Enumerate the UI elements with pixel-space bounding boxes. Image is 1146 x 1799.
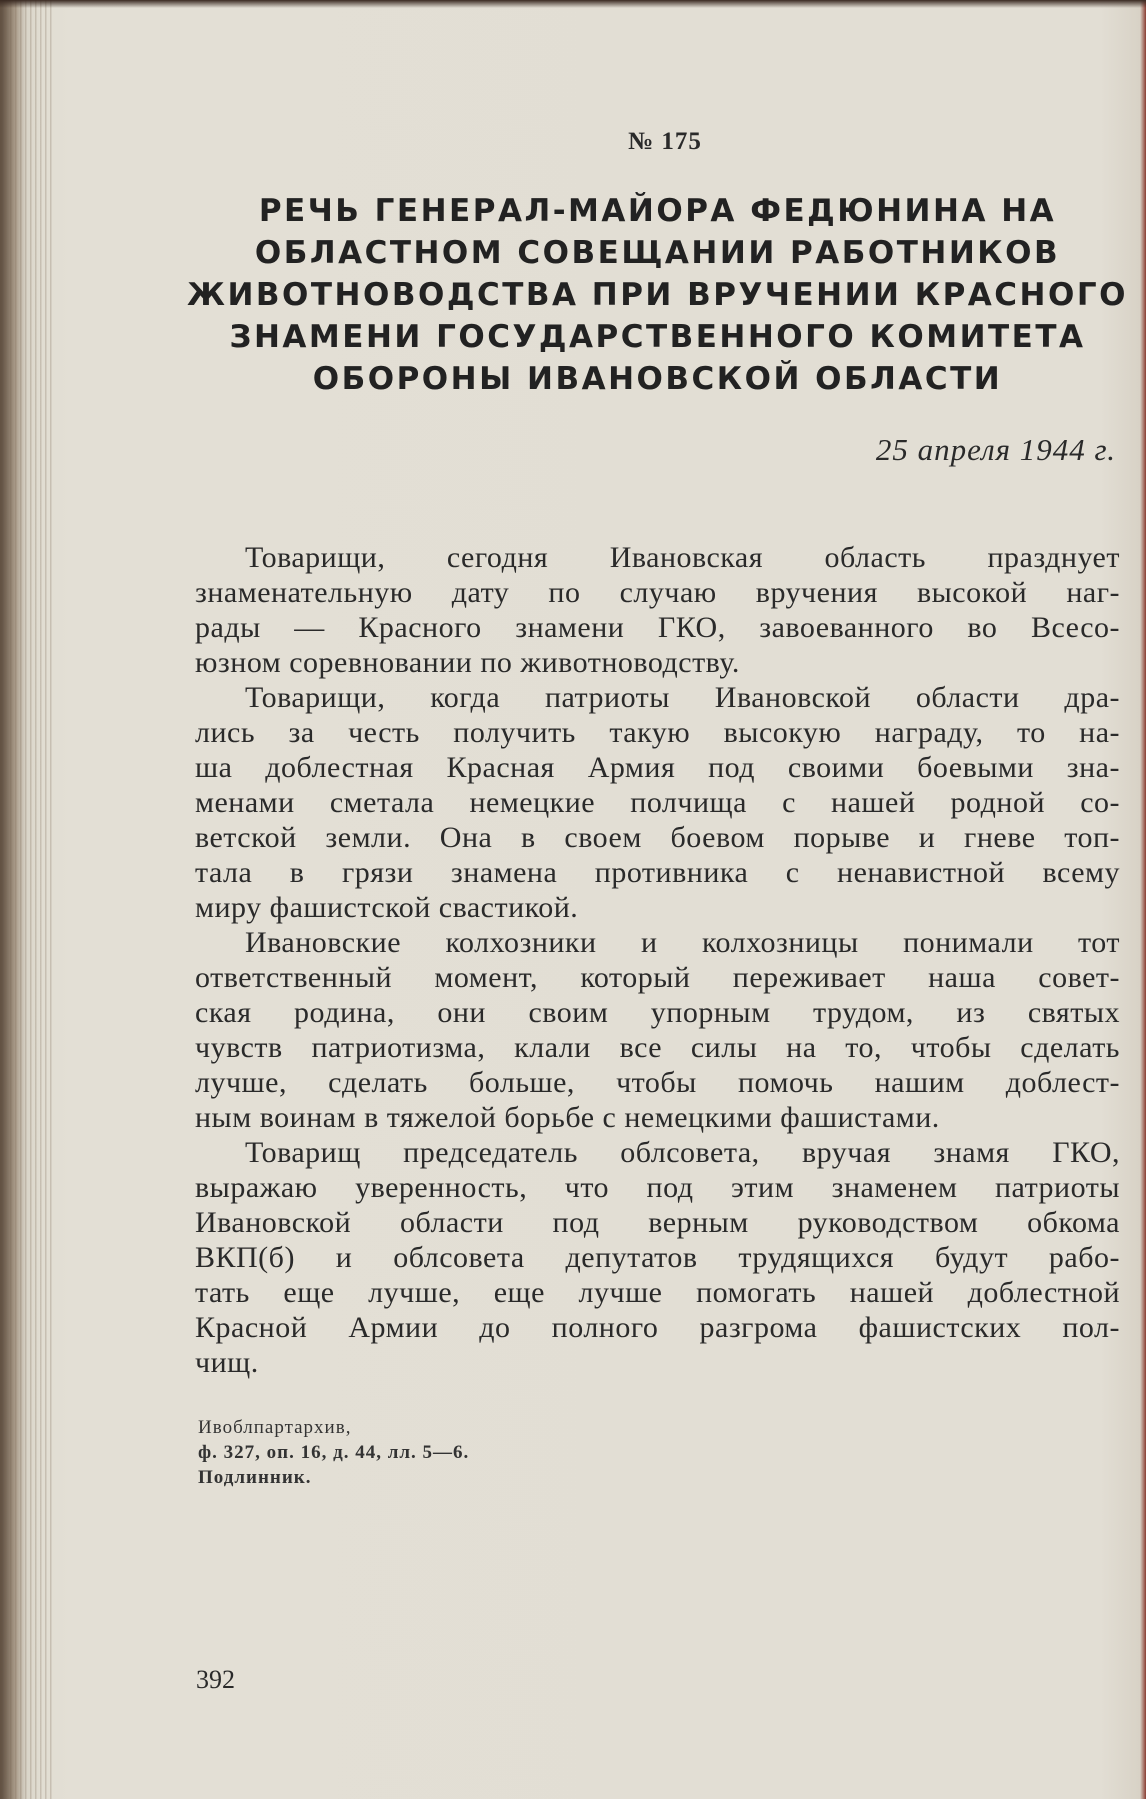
body-line: рады — Красного знамени ГКО, завоеванного во Всесо- <box>195 611 1120 644</box>
body-line: юзном соревновании по животноводству. <box>195 646 740 679</box>
title-line: ЗНАМЕНИ ГОСУДАРСТВЕННОГО КОМИТЕТА <box>229 319 1086 355</box>
source-line: Ивоблпартархив, <box>198 1417 352 1438</box>
body-line: Товарищи, когда патриоты Ивановской области дра- <box>245 681 1120 714</box>
body-line: миру фашистской свастикой. <box>195 891 579 924</box>
body-line: лись за честь получить такую высокую награду, то на- <box>195 716 1120 749</box>
body-line: ская родина, они своим упорным трудом, из святых <box>195 996 1120 1029</box>
archive-source <box>198 1415 469 1490</box>
body-line: Ивановской области под верным руководством обкома <box>195 1206 1120 1239</box>
source-line: Подлинник. <box>198 1467 312 1488</box>
page-stack-edge <box>0 0 52 1799</box>
document-title <box>185 190 1130 400</box>
body-line: Товарищи, сегодня Ивановская область празднует <box>245 541 1120 574</box>
title-line: РЕЧЬ ГЕНЕРАЛ-МАЙОРА ФЕДЮНИНА НА <box>258 193 1057 229</box>
page-number: 392 <box>196 1665 235 1694</box>
title-line: ОБЛАСТНОМ СОВЕЩАНИИ РАБОТНИКОВ <box>254 235 1061 271</box>
body-line: выражаю уверенность, что под этим знаменем патриоты <box>195 1171 1120 1204</box>
body-line: тала в грязи знамена противника с ненавистной всему <box>195 856 1120 889</box>
source-line: ф. 327, оп. 16, д. 44, лл. 5—6. <box>198 1442 470 1463</box>
body-line: лучше, сделать больше, чтобы помочь нашим доблест- <box>195 1066 1120 1099</box>
body-line: менами сметала немецкие полчища с нашей родной со- <box>195 786 1120 819</box>
body-line: Товарищ председатель облсовета, вручая знамя ГКО, <box>245 1136 1120 1169</box>
page-top-shadow <box>0 0 1146 8</box>
body-line: ветской земли. Она в своем боевом порыве и гневе топ- <box>195 821 1120 854</box>
body-line: чищ. <box>195 1346 259 1379</box>
body-line: тать еще лучше, еще лучше помогать нашей доблестной <box>195 1276 1120 1309</box>
title-line: ЖИВОТНОВОДСТВА ПРИ ВРУЧЕНИИ КРАСНОГО <box>187 277 1128 313</box>
title-line: ОБОРОНЫ ИВАНОВСКОЙ ОБЛАСТИ <box>312 361 1003 397</box>
speech-body <box>195 540 1120 1380</box>
body-line: Ивановские колхозники и колхозницы понимали тот <box>245 926 1120 959</box>
body-line: ВКП(б) и облсовета депутатов трудящихся будут рабо- <box>195 1241 1120 1274</box>
document-number: № 175 <box>628 128 702 155</box>
body-line: ша доблестная Красная Армия под своими боевыми зна- <box>195 751 1120 784</box>
document-date: 25 апреля 1944 г. <box>875 432 1116 467</box>
body-line: Красной Армии до полного разгрома фашистских пол- <box>195 1311 1120 1344</box>
body-line: чувств патриотизма, клали все силы на то, чтобы сделать <box>195 1031 1120 1064</box>
body-line: ответственный момент, который переживает наша совет- <box>195 961 1120 994</box>
body-line: ным воинам в тяжелой борьбе с немецкими фашистами. <box>195 1101 940 1134</box>
body-line: знаменательную дату по случаю вручения высокой наг- <box>195 576 1120 609</box>
